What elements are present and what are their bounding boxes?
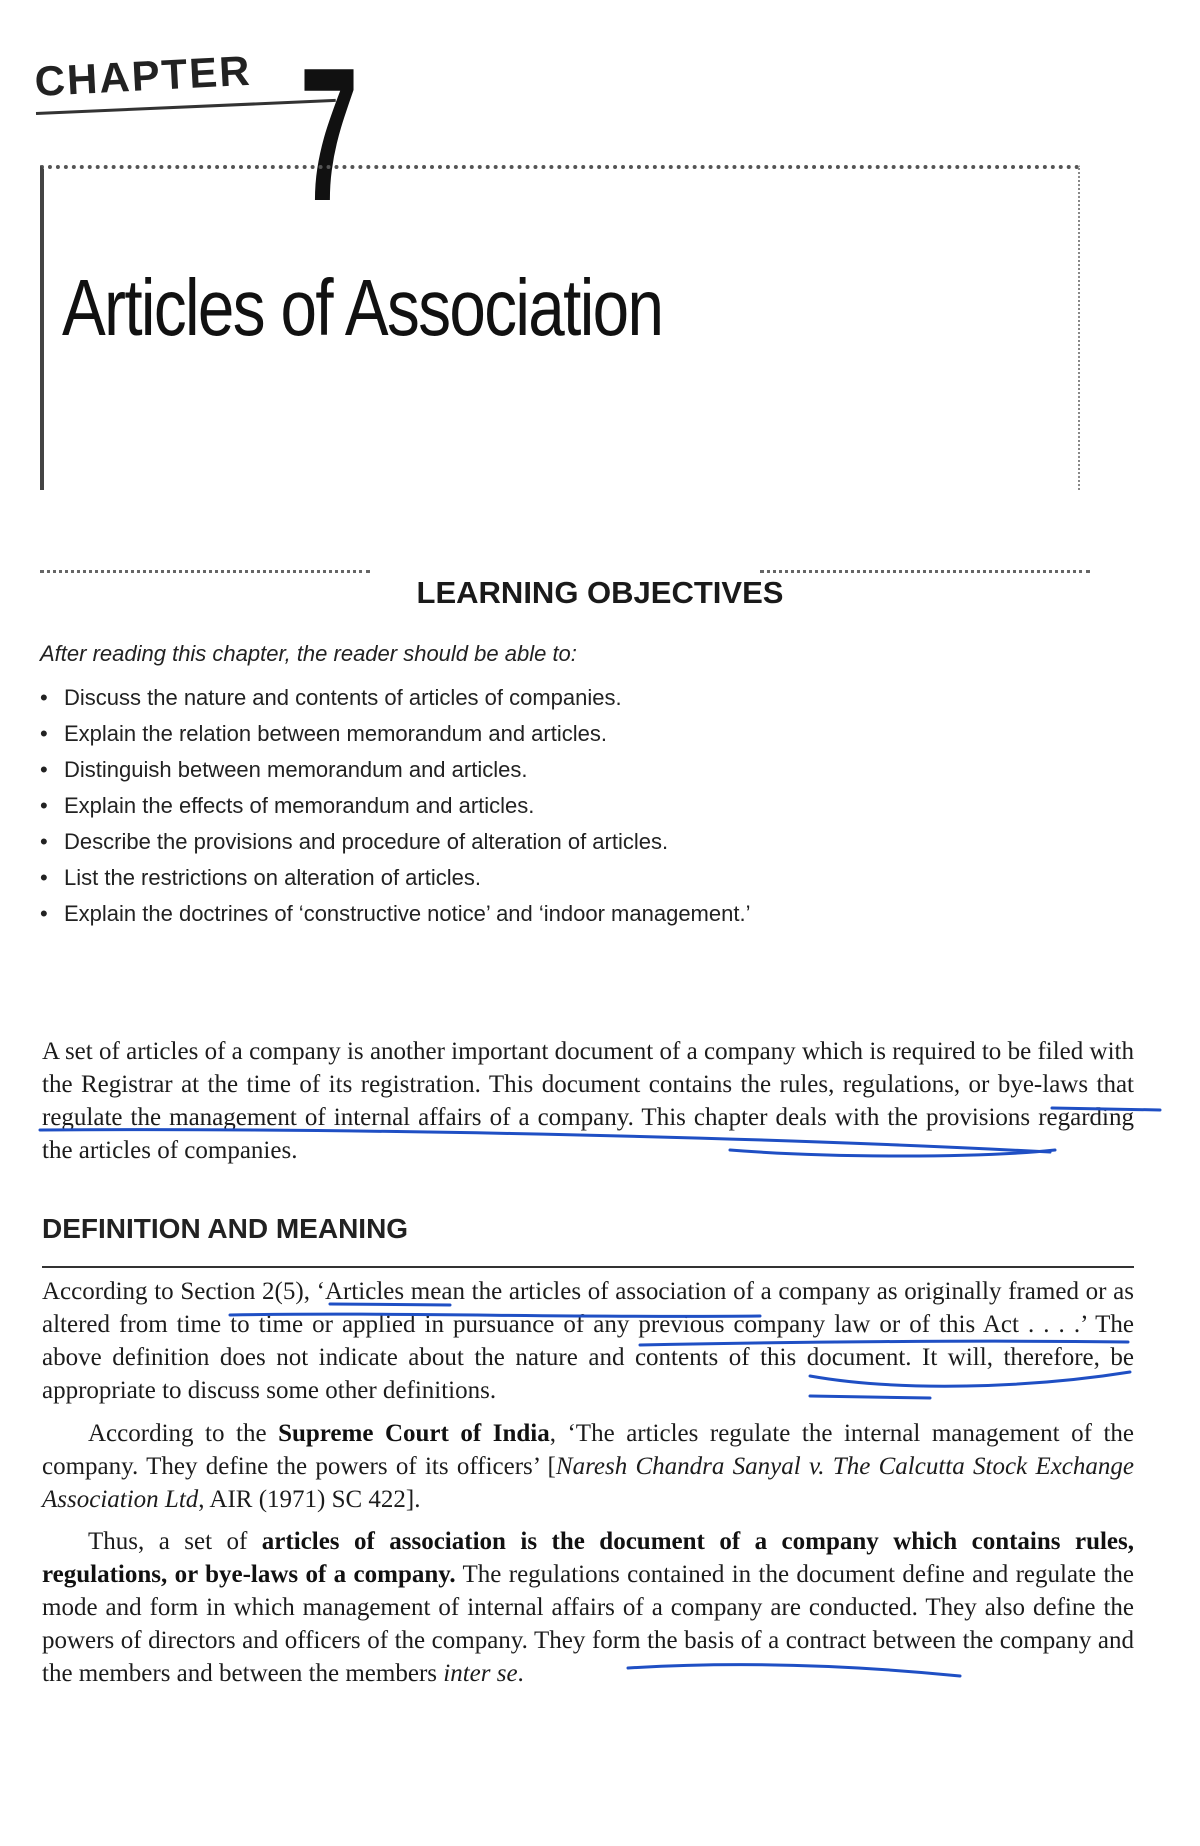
list-item: • Describe the provisions and procedure of alteration of articles. bbox=[40, 824, 750, 860]
list-item: • Distinguish between memorandum and articles. bbox=[40, 752, 750, 788]
bullet-icon: • bbox=[40, 829, 48, 854]
bullet-icon: • bbox=[40, 757, 48, 782]
definition-paragraph: According to Section 2(5), ‘Articles mean the articles of association of a company as originally framed or as altered from time to time or applied in pursuance of any previous company law or of this Act . . . .’ The above definition does not indicate about the nature and contents of this document. It will, therefore, be appropriate to discuss some other definitions. bbox=[42, 1278, 1134, 1404]
objectives-list bbox=[40, 680, 750, 932]
section-heading: DEFINITION AND MEANING bbox=[42, 1213, 409, 1244]
list-item: • Explain the doctrines of ‘constructive notice’ and ‘indoor management.’ bbox=[40, 896, 750, 932]
list-item: • Explain the effects of memorandum and articles. bbox=[40, 788, 750, 824]
objectives-heading: LEARNING OBJECTIVES bbox=[416, 575, 784, 610]
bullet-icon: • bbox=[40, 865, 48, 890]
bullet-icon: • bbox=[40, 685, 48, 710]
summary-paragraph: Thus, a set of articles of association is the document of a company which contains rules, regulations, or bye-laws of a company. The regulations contained in the document define and regulate the mode and form in which management of internal affairs of a company are conducted. They also define the powers of directors and officers of the company. They form the basis of a contract between the company and the members and between the members inter se. bbox=[42, 1528, 1134, 1687]
latin-term: inter se bbox=[443, 1660, 518, 1687]
objectives-intro: After reading this chapter, the reader should be able to: bbox=[40, 641, 577, 666]
list-item: • Discuss the nature and contents of articles of companies. bbox=[40, 680, 750, 716]
chapter-number: 7 bbox=[300, 29, 359, 241]
supreme-court-paragraph: According to the Supreme Court of India, ‘The articles regulate the internal management of the company. They define the powers of its officers’ [Naresh Chandra Sanyal v. The Calcutta Stock Exchange Association Ltd, AIR (1971) SC 422]. bbox=[42, 1420, 1134, 1513]
section-rule bbox=[42, 1266, 1134, 1268]
chapter-title: Articles of Association bbox=[62, 263, 663, 352]
case-citation: Naresh Chandra Sanyal v. The Calcutta Stock Exchange Association Ltd bbox=[42, 1453, 1134, 1513]
bullet-icon: • bbox=[40, 901, 48, 926]
key-definition: articles of association is the document of a company which contains rules, regulations, or bye-laws of a company. bbox=[42, 1528, 1134, 1588]
list-item: • Explain the relation between memorandum and articles. bbox=[40, 716, 750, 752]
list-item: • List the restrictions on alteration of articles. bbox=[40, 860, 750, 896]
bullet-icon: • bbox=[40, 721, 48, 746]
intro-paragraph: A set of articles of a company is another important document of a company which is required to be filed with the Registrar at the time of its registration. This document contains the rules, regulations, or bye-laws that regulate the management of internal affairs of a company. This chapter deals with the provisions regarding the articles of companies. bbox=[42, 1038, 1134, 1164]
court-name: Supreme Court of India bbox=[278, 1420, 550, 1447]
bullet-icon: • bbox=[40, 793, 48, 818]
chapter-label: CHAPTER bbox=[33, 46, 253, 106]
